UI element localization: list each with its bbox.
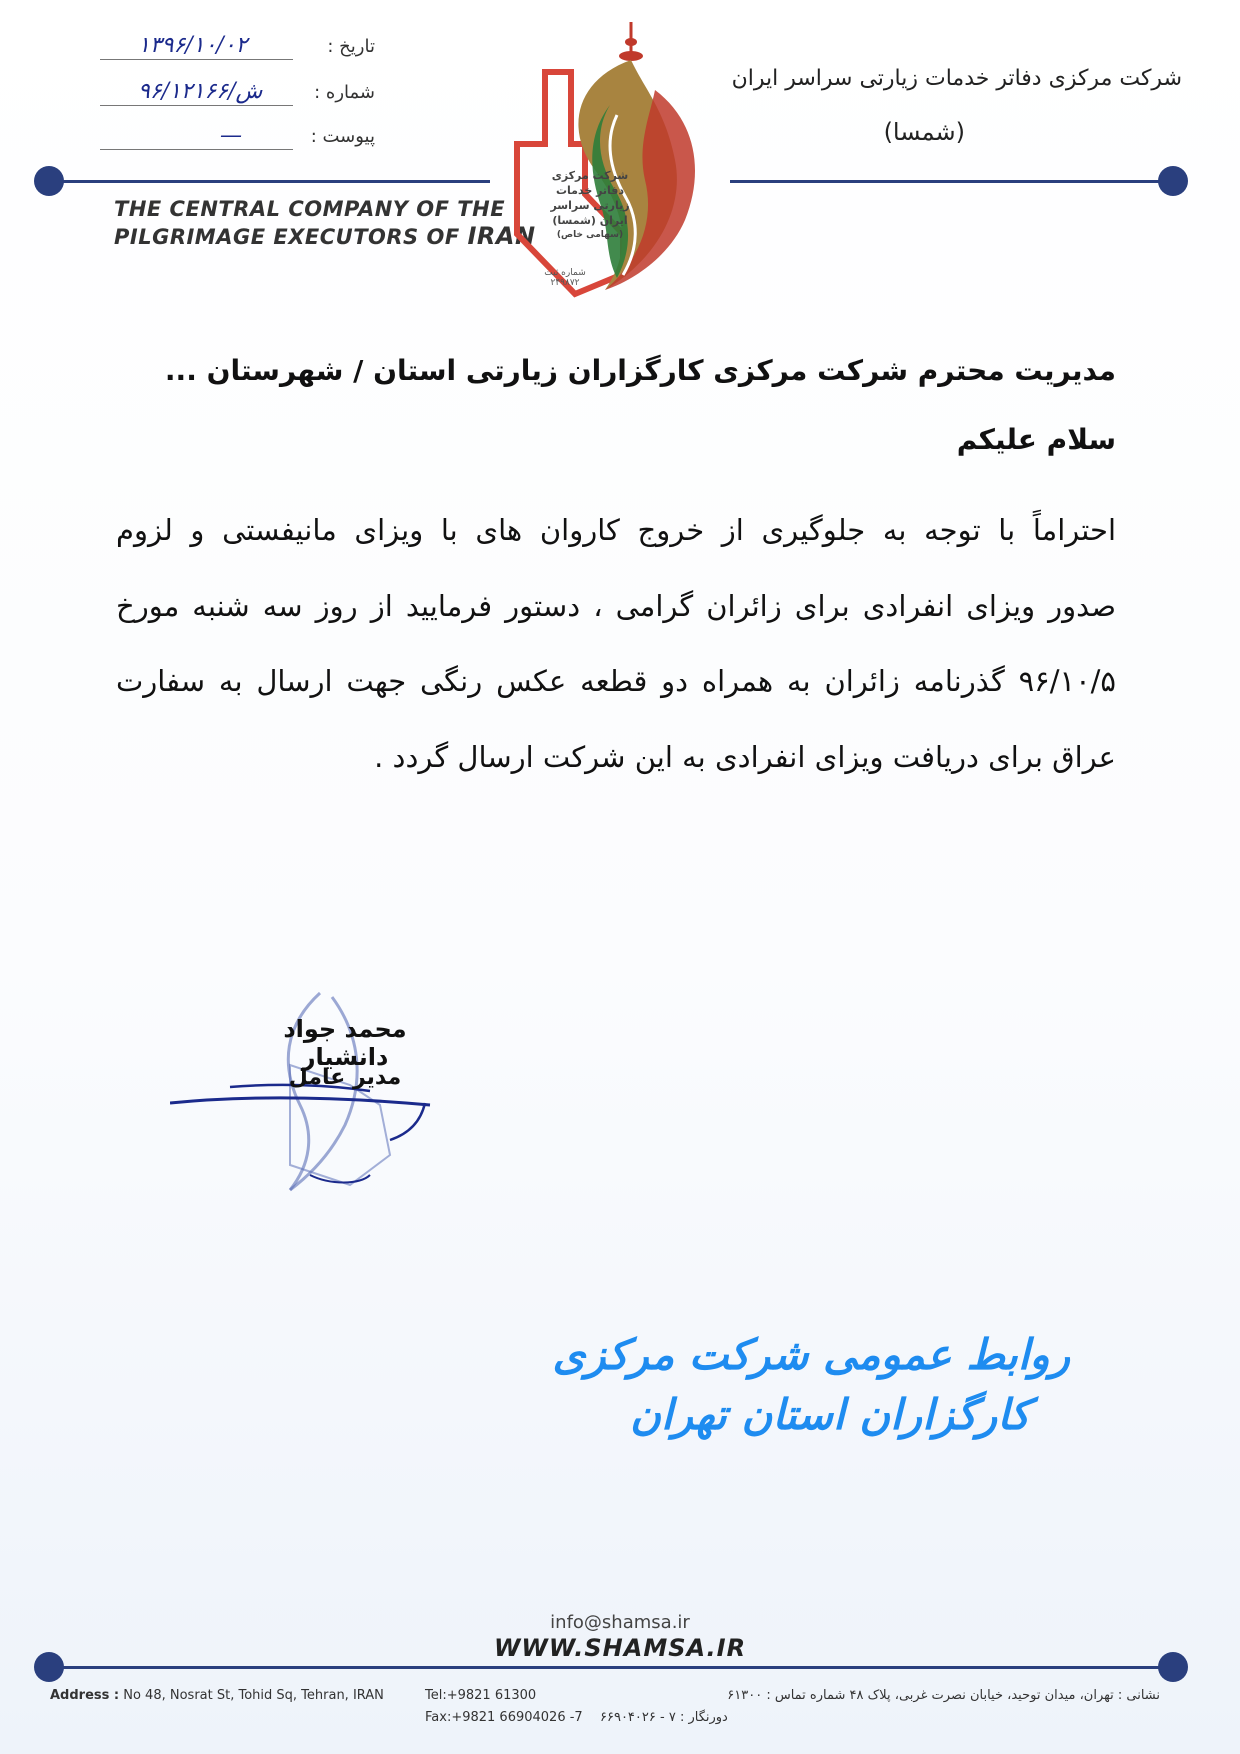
company-logo <box>505 20 720 300</box>
letter-paragraph-line: ۹۶/۱۰/۵ گذرنامه زائران به همراه دو قطعه عکس رنگی جهت ارسال به سفارت <box>116 664 1116 698</box>
signer-name: محمد جواد دانشیار <box>283 1015 407 1071</box>
logo-registration-number: ۲۴۹۸۷۲ <box>550 278 580 288</box>
company-name-en <box>114 196 536 251</box>
letter-paragraph-line: احتراماً با توجه به جلوگیری از خروج کاروان های با ویزای مانیفستی و لزوم <box>116 513 1116 547</box>
logo-caption <box>545 168 635 243</box>
footer-address-label: Address : <box>50 1688 120 1703</box>
number-label: شماره : <box>314 82 375 103</box>
date-underline <box>100 59 293 60</box>
public-relations-line1: روابط عمومی شرکت مرکزی <box>552 1330 1070 1379</box>
logo-registration <box>535 268 595 288</box>
footer-tel: Tel:+9821 61300 <box>425 1688 537 1703</box>
footer-website: WWW.SHAMSA.IR <box>493 1634 747 1662</box>
company-name-en-country: IRAN <box>467 222 536 250</box>
logo-registration-label: شماره ثبت <box>544 268 586 278</box>
footer-rule-dot-right <box>1158 1652 1188 1682</box>
signer-title: مدیر عامل <box>288 1065 402 1090</box>
footer-address-value: No 48, Nosrat St, Tohid Sq, Tehran, IRAN <box>123 1688 384 1703</box>
logo-emblem-icon <box>505 20 720 300</box>
letter-greeting: سلام علیکم <box>956 423 1116 456</box>
footer-email: info@shamsa.ir <box>550 1612 690 1633</box>
date-field <box>100 30 375 66</box>
footer-rule <box>50 1666 1176 1669</box>
attachment-label: پیوست : <box>310 126 375 147</box>
public-relations-line2: کارگزاران استان تهران <box>630 1390 1030 1439</box>
header-rule-dot-right <box>1158 166 1188 196</box>
date-value: ۱۳۹۶/۱۰/۰۲ <box>138 33 248 58</box>
letter-paragraph-line: عراق برای دریافت ویزای انفرادی به این شرکت ارسال گردد . <box>374 740 1116 774</box>
footer-fax: Fax:+9821 66904026 -7 <box>425 1710 583 1725</box>
logo-caption-line: شرکت مرکزی <box>551 169 629 182</box>
header-rule-left <box>50 180 490 183</box>
company-name-en-line1: THE CENTRAL COMPANY OF THE <box>114 197 506 221</box>
number-underline <box>100 105 293 106</box>
letter-paragraph-line: صدور ویزای انفرادی برای زائران گرامی ، دستور فرمایید از روز سه شنبه مورخ <box>116 589 1116 623</box>
logo-caption-line: ایران (شمسا) <box>552 214 628 227</box>
logo-caption-line: (سهامی خاص) <box>556 230 624 240</box>
logo-caption-line: زیارتی سراسر <box>550 199 630 212</box>
number-field <box>100 76 375 112</box>
footer-address-en <box>50 1688 384 1703</box>
attachment-underline <box>100 149 293 150</box>
company-short-name: (شمسا) <box>883 118 965 146</box>
footer-fax-fa: دورنگار : ۷ - ۶۶۹۰۴۰۲۶ <box>600 1710 728 1725</box>
attachment-value: — <box>220 123 242 148</box>
attachment-field <box>100 120 375 156</box>
letter-recipient: مدیریت محترم شرکت مرکزی کارگزاران زیارتی استان / شهرستان ... <box>164 354 1116 387</box>
company-name-en-line2-wrap <box>114 223 536 251</box>
company-name-en-line2: PILGRIMAGE EXECUTORS OF <box>114 225 460 249</box>
footer-address-fa: نشانی : تهران، میدان توحید، خیابان نصرت غربی، پلاک ۴۸ شماره تماس : ۶۱۳۰۰ <box>727 1688 1160 1703</box>
header-rule-right <box>730 180 1176 183</box>
number-value: ۹۶/۱۲۱۶۶/ش <box>138 79 263 104</box>
company-name-fa: شرکت مرکزی دفاتر خدمات زیارتی سراسر ایران <box>731 66 1182 91</box>
logo-caption-line: دفاتر خدمات <box>555 184 625 197</box>
date-label: تاریخ : <box>327 36 375 57</box>
